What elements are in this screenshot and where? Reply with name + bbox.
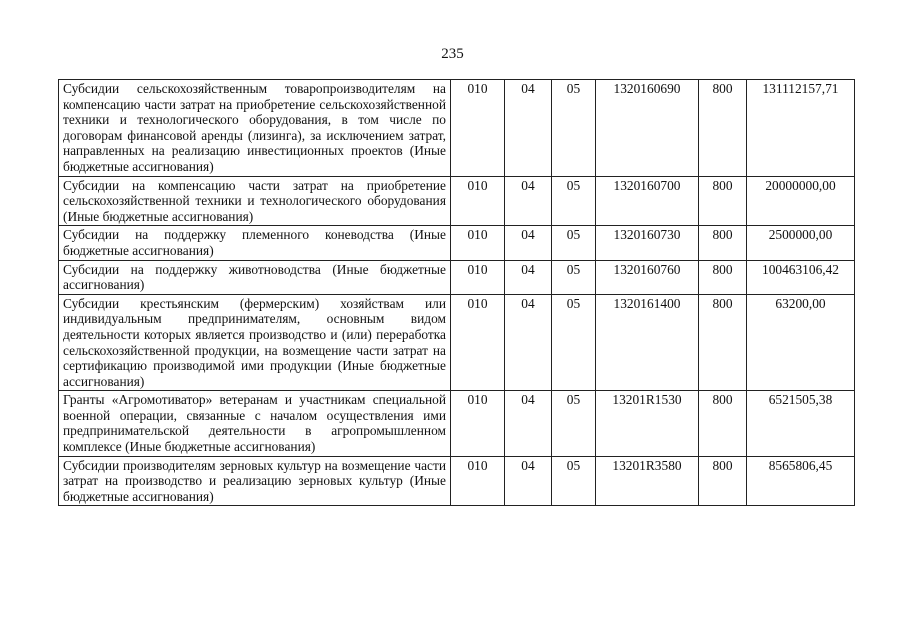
expense-type-code: 800 — [699, 176, 747, 226]
section-code: 04 — [505, 80, 552, 177]
target-article-code: 1320160700 — [596, 176, 699, 226]
expense-type-code: 800 — [699, 456, 747, 506]
row-description: Гранты «Агромотиватор» ветеранам и участникам специальной военной операции, связанные с началом осуществления ими предпринимательской деятельности в агропромышленном комплексе (Иные бюджетные ассигнования) — [59, 391, 451, 456]
row-description: Субсидии на компенсацию части затрат на приобретение сельскохозяйственной техники и технологического оборудования (Иные бюджетные ассигнования) — [59, 176, 451, 226]
expense-type-code: 800 — [699, 391, 747, 456]
table-row — [59, 226, 855, 260]
row-description: Субсидии на поддержку животноводства (Иные бюджетные ассигнования) — [59, 260, 451, 294]
row-description: Субсидии сельскохозяйственным товаропроизводителям на компенсацию части затрат на приобретение сельскохозяйственной техники и технологического оборудования, в том числе по договорам финансовой аренды (лизинга), за исключением затрат, направленных на реализацию инвестиционных проектов (Иные бюджетные ассигнования) — [59, 80, 451, 177]
target-article-code: 1320161400 — [596, 294, 699, 391]
subsection-code: 05 — [552, 294, 596, 391]
target-article-code: 13201R1530 — [596, 391, 699, 456]
ministry-code: 010 — [451, 80, 505, 177]
amount: 131112157,71 — [747, 80, 855, 177]
expense-type-code: 800 — [699, 80, 747, 177]
subsection-code: 05 — [552, 391, 596, 456]
amount: 20000000,00 — [747, 176, 855, 226]
row-description: Субсидии на поддержку племенного коневодства (Иные бюджетные ассигнования) — [59, 226, 451, 260]
section-code: 04 — [505, 176, 552, 226]
expense-type-code: 800 — [699, 294, 747, 391]
table-row — [59, 391, 855, 456]
section-code: 04 — [505, 260, 552, 294]
ministry-code: 010 — [451, 260, 505, 294]
table-row — [59, 176, 855, 226]
target-article-code: 13201R3580 — [596, 456, 699, 506]
ministry-code: 010 — [451, 456, 505, 506]
table-row — [59, 456, 855, 506]
target-article-code: 1320160760 — [596, 260, 699, 294]
subsection-code: 05 — [552, 456, 596, 506]
amount: 63200,00 — [747, 294, 855, 391]
section-code: 04 — [505, 456, 552, 506]
target-article-code: 1320160730 — [596, 226, 699, 260]
ministry-code: 010 — [451, 294, 505, 391]
budget-table-body — [59, 80, 855, 506]
section-code: 04 — [505, 391, 552, 456]
table-row — [59, 294, 855, 391]
ministry-code: 010 — [451, 176, 505, 226]
target-article-code: 1320160690 — [596, 80, 699, 177]
row-description: Субсидии производителям зерновых культур на возмещение части затрат на производство и реализацию зерновых культур (Иные бюджетные ассигнования) — [59, 456, 451, 506]
subsection-code: 05 — [552, 80, 596, 177]
table-row — [59, 80, 855, 177]
ministry-code: 010 — [451, 391, 505, 456]
expense-type-code: 800 — [699, 226, 747, 260]
section-code: 04 — [505, 226, 552, 260]
subsection-code: 05 — [552, 260, 596, 294]
expense-type-code: 800 — [699, 260, 747, 294]
budget-table — [58, 79, 855, 506]
page-number: 235 — [441, 46, 464, 62]
amount: 6521505,38 — [747, 391, 855, 456]
row-description: Субсидии крестьянским (фермерским) хозяйствам или индивидуальным предпринимателям, основным видом деятельности которых является производство и (или) переработка сельскохозяйственной продукции, на возмещение части затрат на сертификацию производимой ими продукции (Иные бюджетные ассигнования) — [59, 294, 451, 391]
amount: 2500000,00 — [747, 226, 855, 260]
table-row — [59, 260, 855, 294]
subsection-code: 05 — [552, 176, 596, 226]
amount: 100463106,42 — [747, 260, 855, 294]
ministry-code: 010 — [451, 226, 505, 260]
section-code: 04 — [505, 294, 552, 391]
subsection-code: 05 — [552, 226, 596, 260]
amount: 8565806,45 — [747, 456, 855, 506]
